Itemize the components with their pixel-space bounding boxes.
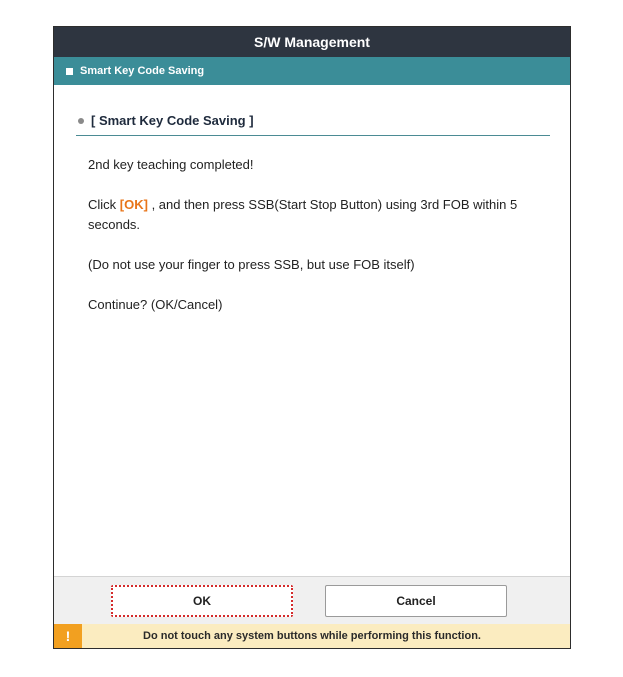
section-title: [ Smart Key Code Saving ] bbox=[91, 113, 254, 128]
ok-button[interactable]: OK bbox=[111, 585, 293, 617]
message-line-2 bbox=[88, 195, 538, 235]
message-line-1: 2nd key teaching completed! bbox=[88, 157, 254, 172]
warning-icon: ! bbox=[54, 624, 82, 648]
dialog-window bbox=[53, 26, 571, 649]
square-bullet-icon bbox=[66, 68, 73, 75]
ok-reference: [OK] bbox=[119, 197, 148, 212]
message-line-3: (Do not use your finger to press SSB, but use FOB itself) bbox=[88, 257, 415, 272]
warning-text: Do not touch any system buttons while performing this function. bbox=[143, 630, 481, 642]
window-title: S/W Management bbox=[54, 27, 570, 57]
message-body bbox=[88, 155, 538, 335]
message-line-2-pre: Click bbox=[88, 197, 120, 212]
subheader-bar bbox=[54, 57, 570, 85]
subheader-label: Smart Key Code Saving bbox=[80, 65, 205, 77]
cancel-button[interactable]: Cancel bbox=[325, 585, 507, 617]
section-header bbox=[76, 113, 550, 136]
bullet-icon bbox=[78, 118, 84, 124]
message-line-2-post: , and then press SSB(Start Stop Button) using 3rd FOB within 5 seconds. bbox=[88, 197, 518, 232]
warning-bar bbox=[54, 624, 570, 648]
button-bar bbox=[54, 576, 570, 624]
message-line-4: Continue? (OK/Cancel) bbox=[88, 297, 223, 312]
